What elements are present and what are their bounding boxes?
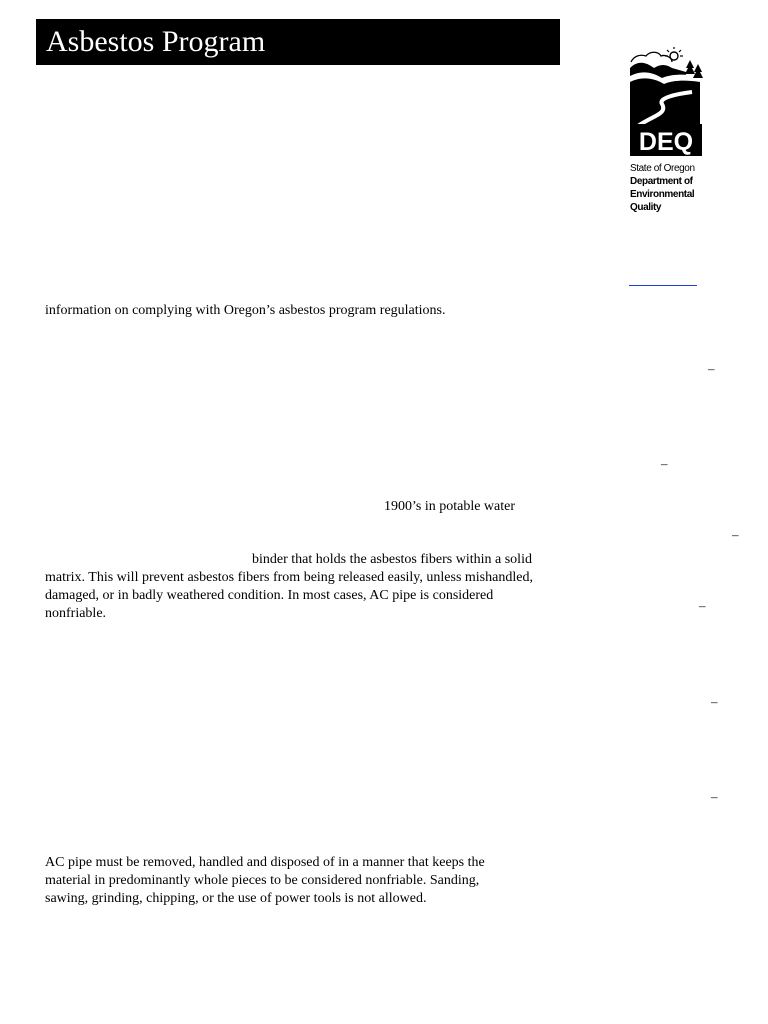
deq-wordmark: DEQ [638, 128, 694, 156]
potable-water-fragment: 1900’s in potable water [384, 499, 516, 514]
binder-line: matrix. This will prevent asbestos fibers from being released easily, unless mishandled, [45, 570, 533, 585]
agency-line-quality: Quality [630, 202, 662, 213]
deq-logo [628, 46, 704, 216]
dash-mark: – [708, 361, 715, 376]
title-banner [36, 19, 560, 65]
agency-line-environmental: Environmental [630, 189, 695, 200]
dash-mark: – [711, 694, 718, 709]
dash-mark: – [732, 527, 739, 542]
page-title: Asbestos Program [46, 25, 266, 58]
dash-mark: – [661, 456, 668, 471]
binder-line: nonfriable. [45, 606, 107, 621]
removal-line: sawing, grinding, chipping, or the use of power tools is not allowed. [45, 891, 427, 906]
removal-line: AC pipe must be removed, handled and disposed of in a manner that keeps the [45, 855, 485, 870]
hyperlink-underline[interactable] [629, 285, 697, 286]
agency-name [630, 162, 695, 214]
removal-line: material in predominantly whole pieces to be considered nonfriable. Sanding, [45, 873, 480, 888]
deq-landscape-logo-icon [628, 46, 704, 158]
dash-mark: – [711, 789, 718, 804]
binder-line: damaged, or in badly weathered condition. In most cases, AC pipe is considered [45, 588, 494, 603]
agency-line-department: Department of [630, 176, 693, 187]
intro-line: information on complying with Oregon’s asbestos program regulations. [45, 303, 446, 318]
dash-mark: – [699, 598, 706, 613]
agency-line-state: State of Oregon [630, 163, 695, 174]
binder-line: binder that holds the asbestos fibers within a solid [252, 552, 532, 567]
